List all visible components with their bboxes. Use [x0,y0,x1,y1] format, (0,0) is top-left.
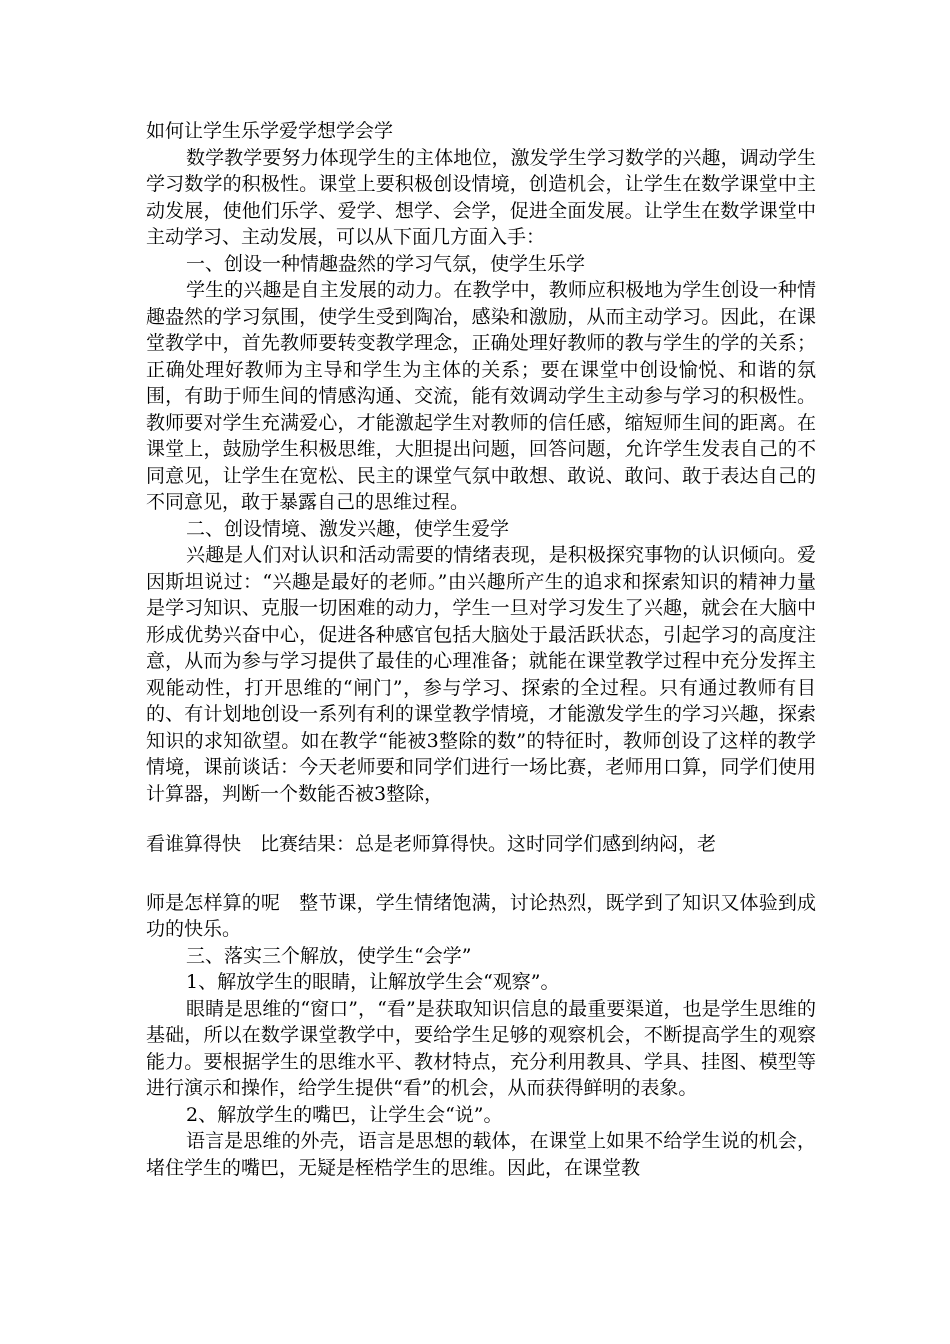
paragraph-section-1: 学生的兴趣是自主发展的动力。在教学中，教师应积极地为学生创设一种情趣盎然的学习氛围，使学生受到陶冶，感染和激励，从而主动学习。因此，在课堂教学中，首先教师要转变教学理念，正确处理好教师的教与学生的学的关系；正确处理好教师为主导和学生为主体的关系；要在课堂中创设愉悦、和谐的氛围，有助于师生间的情感沟通、交流，能有效调动学生主动参与学习的积极性。教师要对学生充满爱心，才能激起学生对教师的信任感，缩短师生间的距离。在课堂上，鼓励学生积极思维，大胆提出问题，回答问题，允许学生发表自己的不同意见，让学生在宽松、民主的课堂气氛中敢想、敢说、敢问、敢于表达自己的不同意见，敢于暴露自己的思维过程。 [146,279,816,513]
subheading-eyes: 1、解放学生的眼睛，让解放学生会“观察”。 [186,971,560,993]
paragraph-line-contest: 看谁算得快 比赛结果：总是老师算得快。这时同学们感到纳闷，老 [146,833,717,855]
subheading-mouth: 2、解放学生的嘴巴，让学生会“说”。 [186,1103,503,1126]
section-heading-3: 三、落实三个解放，使学生“会学” [186,944,472,967]
document-page [146,118,816,1181]
paragraph-line-result: 师是怎样算的呢 整节课，学生情绪饱满，讨论热烈，既学到了知识又体验到成功的快乐。 [146,891,816,940]
section-heading-1: 一、创设一种情趣盎然的学习气氛，使学生乐学 [186,252,586,275]
paragraph-eyes: 眼睛是思维的“窗口”，“看”是获取知识信息的最重要渠道，也是学生思维的基础，所以在数学课堂教学中，要给学生足够的观察机会，不断提高学生的观察能力。要根据学生的思维水平、教材特点，充分利用教具、学具、挂图、模型等进行演示和操作，给学生提供“看”的机会，从而获得鲜明的表象。 [146,997,816,1099]
section-heading-2: 二、创设情境、激发兴趣，使学生爱学 [186,517,510,540]
paragraph-intro: 数学教学要努力体现学生的主体地位，激发学生学习数学的兴趣，调动学生学习数学的积极性。课堂上要积极创设情境，创造机会，让学生在数学课堂中主动发展，使他们乐学、爱学、想学、会学，促进全面发展。让学生在数学课堂中主动学习、主动发展，可以从下面几方面入手： [146,146,816,248]
paragraph-section-2: 兴趣是人们对认识和活动需要的情绪表现，是积极探究事物的认识倾向。爱因斯坦说过：“兴趣是最好的老师。”由兴趣所产生的追求和探索知识的精神力量是学习知识、克服一切困难的动力，学生一旦对学习发生了兴趣，就会在大脑中形成优势兴奋中心，促进各种感官包括大脑处于最活跃状态，引起学习的高度注意，从而为参与学习提供了最佳的心理准备；就能在课堂教学过程中充分发挥主观能动性，打开思维的“闸门”，参与学习、探索的全过程。只有通过教师有目的、有计划地创设一系列有利的课堂教学情境，才能激发学生的学习兴趣，探索知识的求知欲望。如在教学“能被3整除的数”的特征时，教师创设了这样的教学情境，课前谈话：今天老师要和同学们进行一场比赛，老师用口算，同学们使用计算器，判断一个数能否被3整除， [146,544,816,805]
paragraph-mouth: 语言是思维的外壳，语言是思想的载体，在课堂上如果不给学生说的机会，堵住学生的嘴巴，无疑是桎梏学生的思维。因此，在课堂教 [146,1130,816,1179]
document-title: 如何让学生乐学爱学想学会学 [146,120,394,142]
